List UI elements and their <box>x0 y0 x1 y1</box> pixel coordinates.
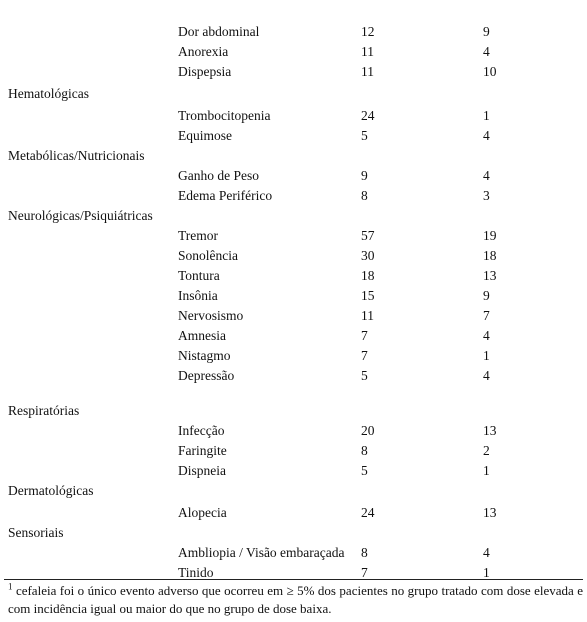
table-row <box>0 306 587 326</box>
high-dose-count: 5 <box>361 368 368 383</box>
adverse-event-term: Nistagmo <box>178 348 231 363</box>
low-dose-count: 4 <box>483 168 490 183</box>
table-row <box>0 266 587 286</box>
adverse-event-term: Tremor <box>178 228 219 243</box>
table-row <box>0 326 587 346</box>
low-dose-count: 4 <box>483 44 490 59</box>
adverse-event-term: Trombocitopenia <box>178 108 271 123</box>
adverse-event-term: Sonolência <box>178 248 238 263</box>
category-row <box>0 146 587 166</box>
high-dose-count: 15 <box>361 288 375 303</box>
adverse-event-term: Ambliopia / Visão embaraçada <box>178 545 345 560</box>
category-row <box>0 481 587 501</box>
low-dose-count: 10 <box>483 64 497 79</box>
adverse-event-term: Nervosismo <box>178 308 244 323</box>
table-row <box>0 106 587 126</box>
adverse-event-term: Alopecia <box>178 505 227 520</box>
low-dose-count: 19 <box>483 228 497 243</box>
high-dose-count: 5 <box>361 128 368 143</box>
high-dose-count: 8 <box>361 443 368 458</box>
table-row <box>0 22 587 42</box>
table-row <box>0 346 587 366</box>
high-dose-count: 9 <box>361 168 368 183</box>
low-dose-count: 2 <box>483 443 490 458</box>
low-dose-count: 9 <box>483 24 490 39</box>
high-dose-count: 30 <box>361 248 375 263</box>
high-dose-count: 8 <box>361 545 368 560</box>
category-row <box>0 401 587 421</box>
high-dose-count: 8 <box>361 188 368 203</box>
high-dose-count: 18 <box>361 268 375 283</box>
adverse-event-term: Depressão <box>178 368 235 383</box>
adverse-event-term: Insônia <box>178 288 218 303</box>
low-dose-count: 3 <box>483 188 490 203</box>
adverse-event-term: Edema Periférico <box>178 188 273 203</box>
table-row <box>0 563 587 583</box>
high-dose-count: 11 <box>361 44 374 59</box>
high-dose-count: 24 <box>361 505 375 520</box>
table-row <box>0 42 587 62</box>
footnote-marker: 1 <box>8 581 13 592</box>
low-dose-count: 4 <box>483 128 490 143</box>
adverse-event-term: Amnesia <box>178 328 226 343</box>
table-row <box>0 186 587 206</box>
table-row <box>0 246 587 266</box>
low-dose-count: 9 <box>483 288 490 303</box>
high-dose-count: 57 <box>361 228 375 243</box>
adverse-event-term: Dor abdominal <box>178 24 260 39</box>
category-label: Metabólicas/Nutricionais <box>8 148 145 163</box>
low-dose-count: 13 <box>483 423 497 438</box>
footnote-text: cefaleia foi o único evento adverso que ocorreu em ≥ 5% dos pacientes no grupo tratado com dose elevada e com incidência igual ou maior do que no grupo de dose baixa. <box>8 583 583 616</box>
high-dose-count: 20 <box>361 423 375 438</box>
category-label: Dermatológicas <box>8 483 94 498</box>
high-dose-count: 24 <box>361 108 375 123</box>
table-row <box>0 503 587 523</box>
low-dose-count: 7 <box>483 308 490 323</box>
table-row <box>0 166 587 186</box>
adverse-event-term: Equimose <box>178 128 232 143</box>
table-row <box>0 286 587 306</box>
low-dose-count: 1 <box>483 463 490 478</box>
adverse-event-term: Faringite <box>178 443 227 458</box>
table-row <box>0 441 587 461</box>
adverse-event-term: Tinido <box>178 565 214 580</box>
adverse-event-term: Anorexia <box>178 44 229 59</box>
adverse-event-term: Dispepsia <box>178 64 232 79</box>
category-row <box>0 523 587 543</box>
low-dose-count: 4 <box>483 328 490 343</box>
high-dose-count: 7 <box>361 328 368 343</box>
category-label: Neurológicas/Psiquiátricas <box>8 208 153 223</box>
high-dose-count: 5 <box>361 463 368 478</box>
table-row <box>0 461 587 481</box>
category-label: Respiratórias <box>8 403 80 418</box>
low-dose-count: 18 <box>483 248 497 263</box>
adverse-event-term: Dispneia <box>178 463 226 478</box>
table-row <box>0 421 587 441</box>
low-dose-count: 1 <box>483 108 490 123</box>
high-dose-count: 12 <box>361 24 375 39</box>
adverse-event-term: Ganho de Peso <box>178 168 259 183</box>
low-dose-count: 1 <box>483 348 490 363</box>
category-row <box>0 206 587 226</box>
table-row <box>0 62 587 82</box>
category-label: Sensoriais <box>8 525 64 540</box>
footnote-divider <box>4 579 583 580</box>
table-row <box>0 366 587 386</box>
adverse-event-term: Infecção <box>178 423 225 438</box>
table-row <box>0 226 587 246</box>
footnote <box>8 582 583 618</box>
category-label: Hematológicas <box>8 86 89 101</box>
table-row <box>0 126 587 146</box>
category-row <box>0 84 587 104</box>
low-dose-count: 4 <box>483 545 490 560</box>
low-dose-count: 4 <box>483 368 490 383</box>
high-dose-count: 7 <box>361 565 368 580</box>
low-dose-count: 1 <box>483 565 490 580</box>
high-dose-count: 11 <box>361 308 374 323</box>
adverse-event-term: Tontura <box>178 268 220 283</box>
high-dose-count: 11 <box>361 64 374 79</box>
low-dose-count: 13 <box>483 505 497 520</box>
high-dose-count: 7 <box>361 348 368 363</box>
low-dose-count: 13 <box>483 268 497 283</box>
table-row <box>0 543 587 563</box>
